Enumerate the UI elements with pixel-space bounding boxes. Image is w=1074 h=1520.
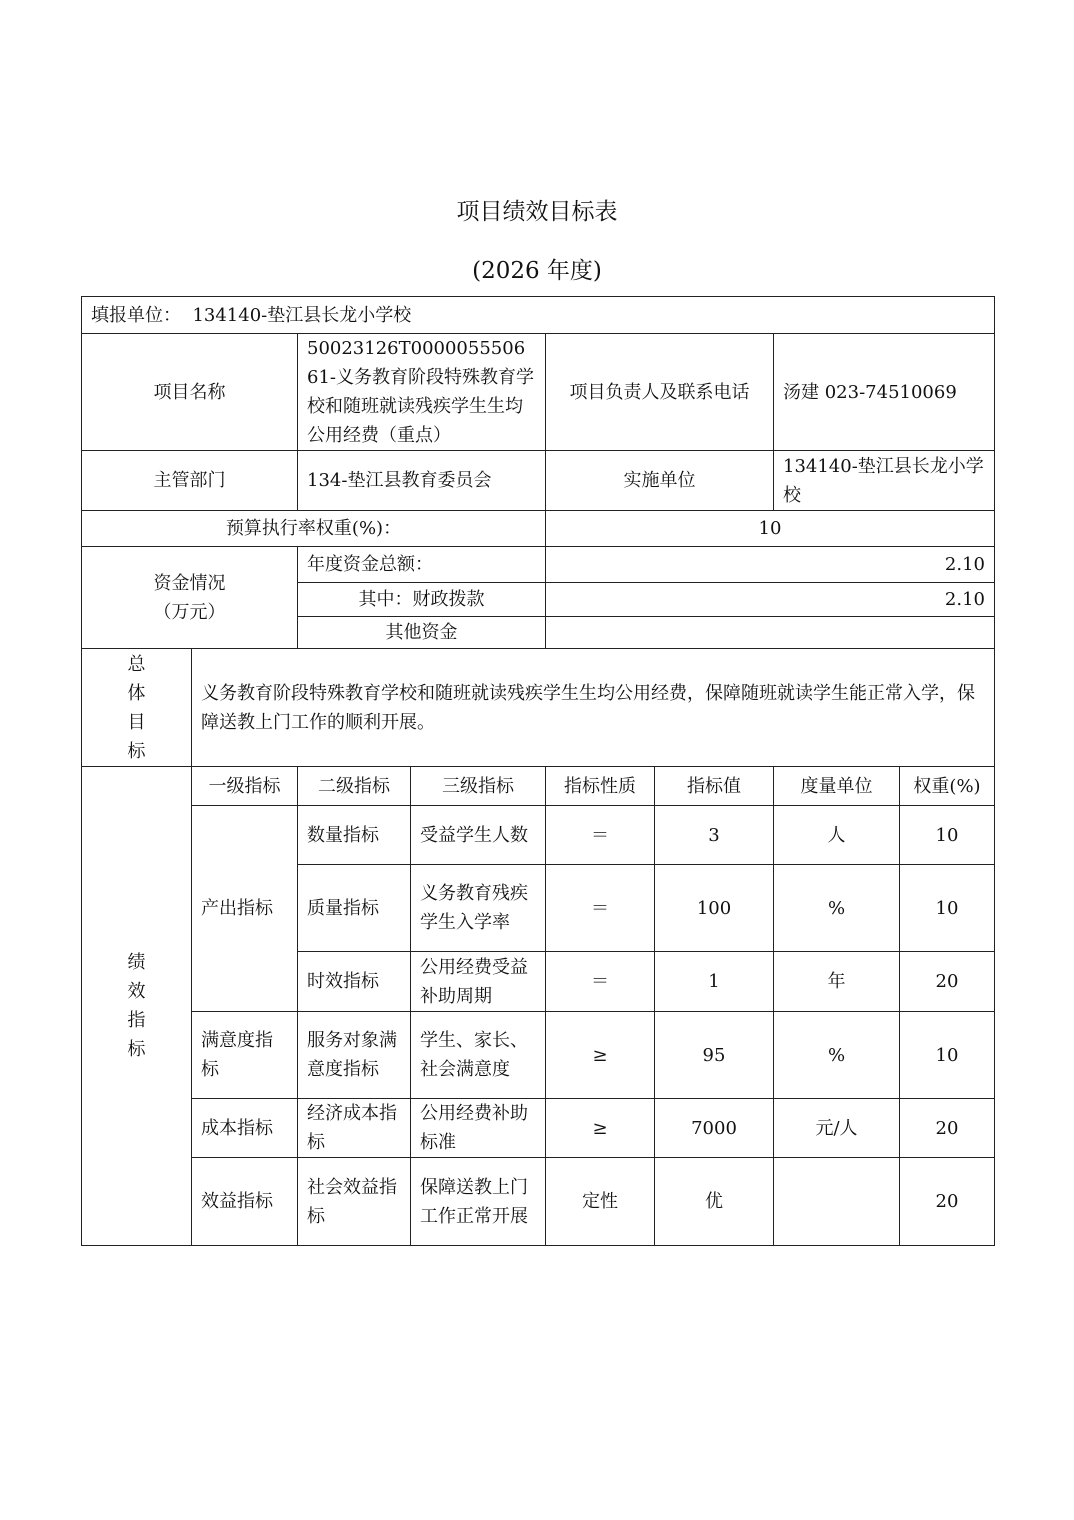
funds-unit: （万元） <box>153 601 226 623</box>
indicators-label-cell <box>82 767 192 1246</box>
column-header: 指标性质 <box>546 767 655 806</box>
value-cell: 3 <box>655 806 774 865</box>
level3-cell: 受益学生人数 <box>411 806 546 865</box>
level3-cell: 学生、家长、社会满意度 <box>411 1012 546 1099</box>
other-funds-value <box>546 617 995 649</box>
unit-cell <box>774 1158 900 1246</box>
project-name-label: 项目名称 <box>82 334 298 451</box>
page-title: 项目绩效目标表 <box>456 199 618 225</box>
dept-value: 134-垫江县教育委员会 <box>298 451 546 511</box>
column-header: 二级指标 <box>298 767 411 806</box>
value-cell: 7000 <box>655 1099 774 1158</box>
level3-cell: 保障送教上门工作正常开展 <box>411 1158 546 1246</box>
budget-weight-label: 预算执行率权重(%)： <box>82 511 546 547</box>
level3-cell: 公用经费受益补助周期 <box>411 952 546 1012</box>
unit-cell: % <box>774 1012 900 1099</box>
table-row <box>82 1099 995 1158</box>
level2-cell: 经济成本指标 <box>298 1099 411 1158</box>
impl-label: 实施单位 <box>546 451 774 511</box>
fiscal-funds-label: 其中：财政拨款 <box>298 583 546 617</box>
impl-value: 134140-垫江县长龙小学校 <box>774 451 995 511</box>
level2-cell: 数量指标 <box>298 806 411 865</box>
fiscal-funds-value: 2.10 <box>546 583 995 617</box>
nature-cell: ＝ <box>546 806 655 865</box>
reporting-unit-label: 填报单位： <box>91 304 181 326</box>
column-header: 一级指标 <box>192 767 298 806</box>
nature-cell: 定性 <box>546 1158 655 1246</box>
level2-cell: 时效指标 <box>298 952 411 1012</box>
table-row <box>82 1158 995 1246</box>
goal-label-cell <box>82 649 192 767</box>
unit-cell: 人 <box>774 806 900 865</box>
level3-cell: 公用经费补助标准 <box>411 1099 546 1158</box>
unit-cell: 年 <box>774 952 900 1012</box>
level2-cell: 社会效益指标 <box>298 1158 411 1246</box>
nature-cell: ＝ <box>546 865 655 952</box>
value-cell: 优 <box>655 1158 774 1246</box>
nature-cell: ＝ <box>546 952 655 1012</box>
project-name-value: 50023126T000005550661-义务教育阶段特殊教育学校和随班就读残疾学生生均公用经费（重点） <box>298 334 546 451</box>
reporting-unit-value: 134140-垫江县长龙小学校 <box>192 304 412 326</box>
weight-cell: 20 <box>900 1099 995 1158</box>
goal-label: 总体目标 <box>127 653 146 762</box>
weight-cell: 10 <box>900 865 995 952</box>
page-subtitle: (2026 年度) <box>472 258 602 284</box>
weight-cell: 20 <box>900 1158 995 1246</box>
level3-cell: 义务教育残疾学生入学率 <box>411 865 546 952</box>
funds-label-text: 资金情况 <box>153 572 226 594</box>
funds-label <box>82 547 298 649</box>
level1-cell: 成本指标 <box>192 1099 298 1158</box>
table-row <box>82 806 995 865</box>
level1-cell: 满意度指标 <box>192 1012 298 1099</box>
level2-cell: 质量指标 <box>298 865 411 952</box>
level1-cell: 产出指标 <box>192 806 298 1012</box>
column-header: 指标值 <box>655 767 774 806</box>
weight-cell: 10 <box>900 806 995 865</box>
table-row <box>82 1012 995 1099</box>
column-header: 三级指标 <box>411 767 546 806</box>
value-cell: 95 <box>655 1012 774 1099</box>
dept-label: 主管部门 <box>82 451 298 511</box>
performance-table <box>81 296 995 1246</box>
value-cell: 1 <box>655 952 774 1012</box>
goal-text: 义务教育阶段特殊教育学校和随班就读残疾学生生均公用经费，保障随班就读学生能正常入学，保障送教上门工作的顺利开展。 <box>192 649 995 767</box>
nature-cell: ≥ <box>546 1099 655 1158</box>
unit-cell: % <box>774 865 900 952</box>
contact-value: 汤建 023-74510069 <box>774 334 995 451</box>
column-header: 权重(%) <box>900 767 995 806</box>
other-funds-label: 其他资金 <box>298 617 546 649</box>
unit-cell: 元/人 <box>774 1099 900 1158</box>
budget-weight-value: 10 <box>546 511 995 547</box>
total-funds-label: 年度资金总额： <box>298 547 546 583</box>
value-cell: 100 <box>655 865 774 952</box>
column-header: 度量单位 <box>774 767 900 806</box>
nature-cell: ≥ <box>546 1012 655 1099</box>
weight-cell: 10 <box>900 1012 995 1099</box>
level2-cell: 服务对象满意度指标 <box>298 1012 411 1099</box>
contact-label: 项目负责人及联系电话 <box>546 334 774 451</box>
reporting-unit <box>82 297 995 334</box>
total-funds-value: 2.10 <box>546 547 995 583</box>
weight-cell: 20 <box>900 952 995 1012</box>
indicators-label: 绩效指标 <box>127 952 146 1060</box>
level1-cell: 效益指标 <box>192 1158 298 1246</box>
